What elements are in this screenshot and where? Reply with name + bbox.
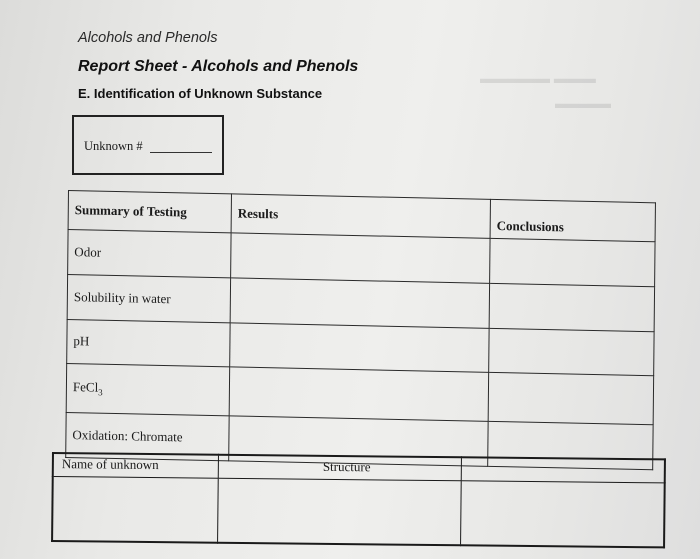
structure-label: Structure [218, 455, 461, 481]
col-header-conclusions: Conclusions [490, 199, 655, 241]
name-of-unknown-cell[interactable] [52, 477, 218, 543]
row-label-odor: Odor [68, 230, 231, 278]
summary-of-testing-table [65, 190, 656, 470]
conclusion-cell[interactable] [490, 238, 655, 286]
unknown-number-box [72, 115, 224, 175]
section-heading: E. Identification of Unknown Substance [78, 86, 323, 101]
bleed-through-text: ▬▬▬▬▬ ▬▬▬ [480, 70, 596, 86]
unknown-identity-wrapper [51, 452, 666, 548]
report-title: Report Sheet - Alcohols and Phenols [78, 58, 359, 75]
row-label-ph: pH [67, 319, 230, 367]
summary-table-wrapper [65, 190, 656, 470]
col-header-results: Results [231, 194, 490, 238]
blank-header-cell [461, 457, 665, 483]
structure-cell[interactable] [218, 478, 462, 545]
conclusion-cell[interactable] [488, 373, 654, 425]
conclusion-cell[interactable] [489, 283, 654, 331]
result-cell[interactable] [231, 233, 490, 283]
result-cell[interactable] [230, 322, 489, 372]
row-label-fecl3: FeCl$_3$ [66, 364, 230, 416]
bleed-through-text: ▬▬▬▬ [555, 95, 611, 111]
row-label-oxidation: Oxidation: Chromate [66, 413, 229, 461]
col-header-summary: Summary of Testing [68, 191, 231, 233]
result-cell[interactable] [230, 278, 489, 328]
unknown-number-label: Unknown # [84, 139, 143, 153]
table-row [52, 477, 665, 548]
result-cell[interactable] [229, 367, 488, 421]
row-label-solubility: Solubility in water [67, 274, 230, 322]
conclusion-cell[interactable] [489, 328, 654, 376]
unknown-identity-table [51, 452, 666, 548]
name-of-unknown-label: Name of unknown [53, 453, 219, 478]
book-title: Alcohols and Phenols [78, 30, 218, 46]
extra-cell[interactable] [461, 481, 665, 548]
unknown-number-blank[interactable] [150, 152, 212, 153]
